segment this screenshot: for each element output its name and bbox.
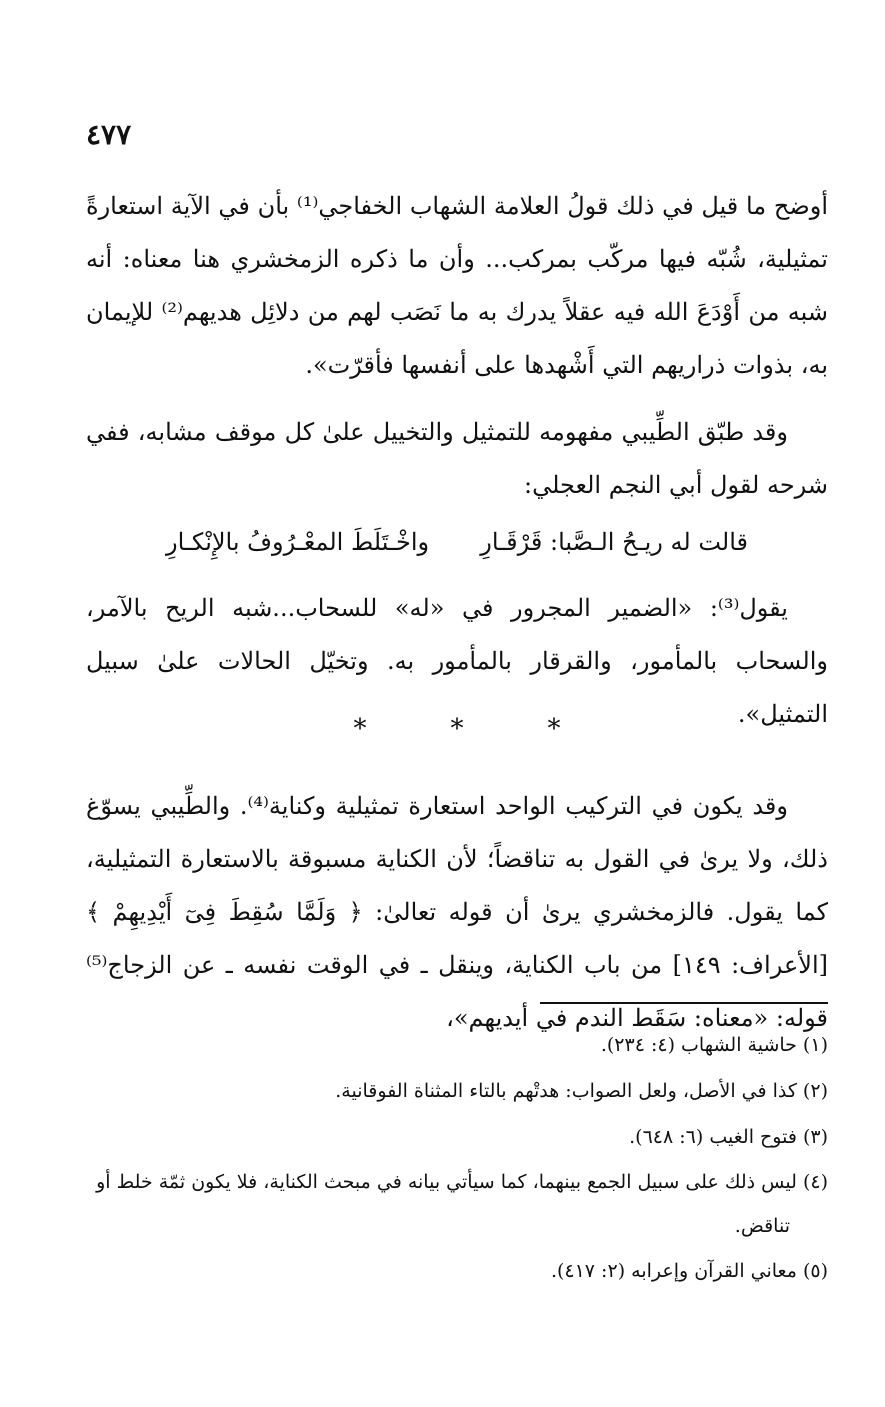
footnote-5: (٥) معاني القرآن وإعرابه (٢: ٤١٧). (550, 1260, 828, 1282)
footnote-2: (٢) كذا في الأصل، ولعل الصواب: هدتْهم بالتاء المثناة الفوقانية. (335, 1080, 828, 1102)
paragraph-kinaya: وقد يكون في التركيب الواحد استعارة تمثيلية وكناية⁽⁴⁾. والطِّيبي يسوّغ ذلك، ولا يرىٰ في القول به تناقضاً؛ لأن الكناية مسبوقة بالاستعارة التمثيلية، كما يقول. فالزمخشري يرىٰ أن قوله تعالىٰ: ﴿ وَلَمَّا سُقِطَ فِىٓ أَيْدِيهِمْ ﴾ [الأعراف: ١٤٩] من باب الكناية، وينقل ـ في الوقت نفسه ـ عن الزجاج⁽⁵⁾ قوله: «معناه: سَقَط الندم في أيديهم»، (86, 792, 828, 1032)
separator-star: * (450, 714, 506, 744)
page-number: ٤٧٧ (86, 118, 132, 151)
footnotes (86, 1022, 828, 1294)
footnote-4-continuation (86, 1204, 828, 1248)
footnote-4: (٤) ليس ذلك على سبيل الجمع بينهما، كما سيأتي بيانه في مبحث الكناية، فلا يكون ثمّة خلط أو (96, 1171, 828, 1193)
paragraph-tibi-application: وقد طبّق الطِّيبي مفهومه للتمثيل والتخييل علىٰ كل موقف مشابه، ففي شرحه لقول أبي النجم العجلي: (86, 418, 828, 499)
poetry-verse (86, 518, 828, 566)
footnote-divider (540, 1002, 828, 1004)
separator-star: * (353, 714, 409, 744)
paragraph-tibi-commentary: يقول⁽³⁾: «الضمير المجرور في «له» للسحاب...شبه الريح بالآمر، والسحاب بالمأمور، والقرقار بالمأمور به. وتخيّل الحالات علىٰ سبيل التمثيل». (86, 594, 828, 728)
footnote-3: (٣) فتوح الغيب (٦: ٦٤٨). (629, 1126, 828, 1148)
separator-star: * (547, 714, 603, 744)
footnote-4-continuation-text: تناقض. (734, 1215, 790, 1237)
paragraph-khafaji: أوضح ما قيل في ذلك قولُ العلامة الشهاب الخفاجي⁽¹⁾ بأن في الآية استعارةً تمثيلية، شُبّه فيها مركّب بمركب... وأن ما ذكره الزمخشري هنا معناه: أنه شبه من أَوْدَعَ الله فيه عقلاً يدرك به ما نَصَب لهم من دلائِل هديهم⁽²⁾ للإيمان به، بذوات ذراريهم التي أَشْهدها على أنفسها فأقرّت». (86, 192, 828, 379)
footnote-1: (١) حاشية الشهاب (٤: ٢٣٤). (600, 1034, 828, 1056)
section-separator (86, 714, 828, 744)
verse-second-hemistich: واخْـتَلَطَ المعْـرُوفُ بالإِنْكـارِ (166, 528, 430, 556)
verse-first-hemistich: قالت له ريـحُ الـصَّبا: قَرْقَـارِ (480, 528, 748, 556)
